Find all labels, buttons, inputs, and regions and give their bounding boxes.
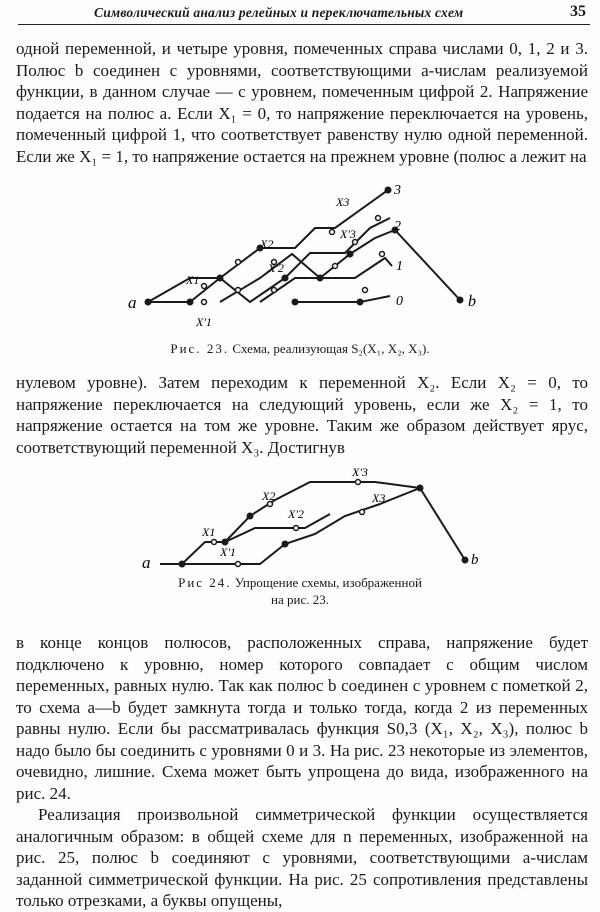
fig23-label-x1: X1 [186, 273, 200, 287]
fig23-level-1: 1 [396, 259, 403, 274]
fig23-label-x2: X2 [260, 237, 274, 251]
fig23-level-0: 0 [396, 294, 403, 309]
paragraph-2: нулевом уровне). Затем переходим к переменной X₂. Если X₂ = 0, то напряжение переключается на следующий уровень, если же X₂ = 1, то напряжение остается на том же уровне. Таким же образом действует ярус, соответствующий переменной X₃. Достигнув [16, 373, 588, 457]
paragraph-1: одной переменной, и четыре уровня, помеченных справа числами 0, 1, 2 и 3. Полюс b соединен с уровнями, соответствующими a-числам реализуемой функции, в данном случае — с уровнем, помеченным цифрой 2. Напряжение подается на полюс a. Если X₁ = 0, то напряжение переключается на уровень, помеченный цифрой 1, что соответствует равенству нулю одной переменной. Если же X₁ = 1, то напряжение остается на прежнем уровне (полюс a лежит на [16, 39, 588, 166]
fig24-label-x1p: X'1 [220, 545, 236, 559]
running-header [18, 2, 590, 25]
fig24-pole-b: b [471, 552, 479, 568]
fig24-label-x3p: X'3 [352, 465, 368, 479]
figure-23-caption [0, 340, 600, 357]
figure-23-diagram [120, 178, 490, 338]
fig24-pole-a: a [142, 553, 151, 572]
fig24-label-x2: X2 [262, 489, 276, 503]
paragraph-3: в конце концов полюсов, расположенных справа, напряжение будет подключено к уровню, номер которого совпадает с общим числом переменных, равных нулю. Так как полюс b соединен с уровнем с пометкой 2, то схема a—b будет замкнута тогда и только тогда, когда 2 из переменных равны нулю. Если бы рассматривалась функция S0,3 (X₁, X₂, X₃), полюс b надо было бы соединить с уровнями 0 и 3. На рис. 23 некоторые из элементов, очевидно, лишние. Схема может быть упрощена до вида, изображенного на рис. 24. [16, 633, 588, 803]
fig23-label-x3: X3 [336, 195, 350, 209]
figure-24-caption-line2: на рис. 23. [271, 592, 329, 607]
fig23-label-x1p: X'1 [196, 315, 212, 329]
fig23-pole-a: a [128, 293, 137, 312]
fig24-label-x1: X1 [202, 525, 216, 539]
fig23-pole-b: b [468, 293, 476, 310]
paragraph-4: Реализация произвольной симметрической функции осуществляется аналогичным образом: в общей схеме для n переменных, изображенной на рис. 25, полюс b соединяют с уровнями, соответствующими a-числам заданной симметрической функции. На рис. 25 сопротивления представлены только отрезками, а буквы опущены, [16, 805, 588, 910]
figure-24-caption-label: Рис 24. [178, 575, 232, 590]
fig23-label-x3p: X'3 [340, 227, 356, 241]
fig23-level-2: 2 [394, 219, 401, 234]
fig23-label-x2p: X'2 [268, 261, 284, 275]
figure-24-caption [0, 574, 600, 608]
figure-23-caption-label: Рис. 23. [170, 341, 230, 356]
fig24-label-x2p: X'2 [288, 507, 304, 521]
page-number: 35 [570, 3, 586, 20]
figure-24-diagram [130, 464, 490, 574]
figure-24-caption-line1: Упрощение схемы, изображенной [234, 575, 422, 590]
running-title: Символический анализ релейных и переключательных схем [94, 5, 464, 20]
fig23-level-3: 3 [394, 183, 401, 198]
fig24-label-x3: X3 [372, 491, 386, 505]
figure-23-caption-text: Схема, реализующая S₂(X₁, X₂, X₃). [232, 341, 430, 356]
